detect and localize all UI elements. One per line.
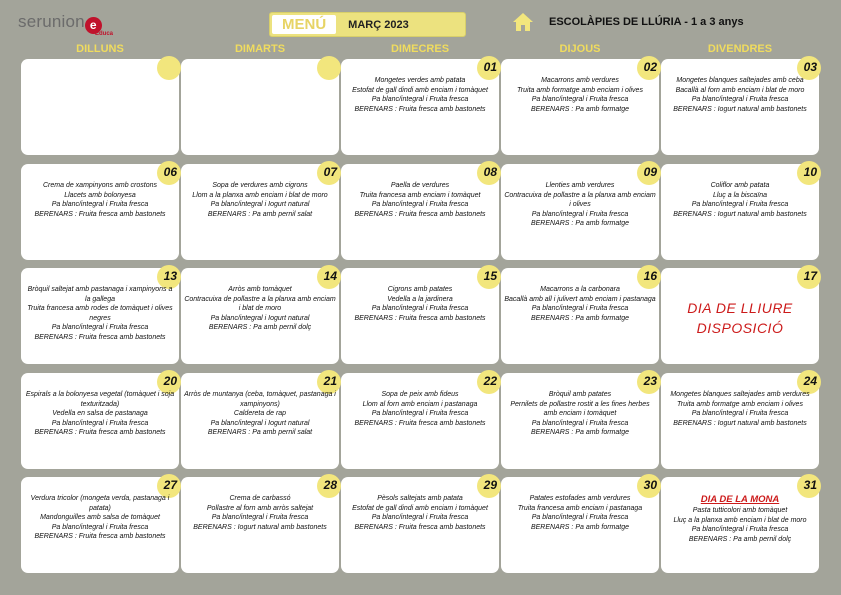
day-number: 09	[643, 165, 657, 179]
day-cell-22	[341, 373, 499, 469]
day-number: 02	[643, 60, 657, 74]
day-cell-24	[661, 373, 819, 469]
menu-line: Cigrons amb patates	[387, 286, 453, 293]
day-menu	[504, 494, 656, 532]
menu-line: BERENARS : Fruita fresca amb bastonets	[354, 314, 486, 322]
menu-line: Pa blanc/integral i Fruita fresca	[691, 410, 789, 417]
menu-line: Llom al forn amb enciam i pastanaga	[362, 400, 478, 408]
day-menu	[504, 181, 656, 229]
menu-line: Bacallà amb all i julivert amb enciam i pastanaga	[504, 295, 656, 303]
weekday-dijous: DIJOUS	[559, 43, 601, 55]
day-cell-31	[661, 477, 819, 573]
menu-line: Contracuixa de pollastre a la planxa amb enciam i blat de moro	[184, 295, 336, 312]
day-number: 28	[323, 478, 337, 492]
day-menu	[24, 181, 176, 219]
day-number: 20	[163, 374, 177, 388]
menu-line: Pa blanc/integral i Fruita fresca	[371, 201, 469, 208]
day-number: 16	[643, 269, 657, 283]
menu-line: Pa blanc/integral i Fruita fresca	[371, 305, 469, 312]
day-number: 08	[483, 165, 497, 179]
menu-line: Pa blanc/integral i Fruita fresca	[211, 514, 309, 521]
menu-line: Pa blanc/integral i Fruita fresca	[51, 523, 149, 531]
menu-line: Pa blanc/integral i Iogurt natural	[210, 201, 310, 208]
day-number: 17	[803, 269, 817, 283]
logo-text: serunion	[18, 12, 85, 31]
menu-line: Crema de xampinyons amb crostons	[43, 182, 157, 189]
day-cell-10	[661, 164, 819, 260]
day-menu	[344, 494, 496, 532]
day-menu	[344, 181, 496, 219]
day-cell-13	[21, 268, 179, 364]
menu-line: BERENARS : Fruita fresca amb bastonets	[354, 210, 486, 218]
day-menu	[184, 285, 336, 333]
menu-line: Pa blanc/integral i Fruita fresca	[531, 305, 629, 312]
menu-line: BERENARS : Fruita fresca amb bastonets	[34, 333, 166, 341]
menu-line: Pa blanc/integral i Fruita fresca	[371, 514, 469, 521]
empty-day-cell	[181, 59, 339, 155]
menu-line: Estofat de gall dindi amb enciam i tomàquet	[352, 504, 488, 512]
day-cell-09	[501, 164, 659, 260]
menu-line: BERENARS : Fruita fresca amb bastonets	[34, 533, 166, 540]
day-badge-circle	[157, 56, 181, 80]
day-number: 23	[643, 374, 657, 388]
menu-line: Pèsols saltejats amb patata	[377, 495, 463, 502]
day-menu	[344, 76, 496, 114]
day-menu	[24, 390, 176, 438]
menu-line: BERENARS : Fruita fresca amb bastonets	[34, 429, 166, 436]
day-menu	[184, 390, 336, 438]
day-menu	[184, 181, 336, 219]
menu-line: Sopa de verdures amb cigrons	[212, 182, 308, 189]
menu-line: BERENARS : Iogurt natural amb bastonets	[673, 105, 807, 113]
day-cell-02	[501, 59, 659, 155]
menu-line: Pa blanc/integral i Fruita fresca	[371, 96, 469, 103]
menu-header	[269, 12, 466, 37]
menu-line: BERENARS : Pa amb formatge	[530, 523, 630, 531]
menu-line: BERENARS : Iogurt natural amb bastonets	[193, 523, 327, 531]
menu-line: BERENARS : Pa amb pernil dolç	[208, 324, 312, 331]
menu-line: Paella de verdures	[390, 182, 450, 189]
day-cell-01	[341, 59, 499, 155]
weekday-dimecres: DIMECRES	[390, 43, 450, 55]
menu-line: Pa blanc/integral i Fruita fresca	[691, 201, 789, 208]
menu-line: Estofat de gall dindi amb enciam i tomàquet	[352, 86, 488, 94]
day-cell-15	[341, 268, 499, 364]
menu-line: Pa blanc/integral i Fruita fresca	[51, 324, 149, 331]
day-cell-29	[341, 477, 499, 573]
day-number: 15	[483, 269, 497, 283]
day-menu	[344, 390, 496, 428]
menu-line: Truita amb formatge amb enciam i olives	[517, 86, 643, 94]
day-cell-14	[181, 268, 339, 364]
day-cell-17	[661, 268, 819, 364]
menu-line: BERENARS : Fruita fresca amb bastonets	[354, 419, 486, 427]
menu-line: Pa blanc/integral i Fruita fresca	[51, 419, 149, 427]
menu-line: Pa blanc/integral i Fruita fresca	[371, 410, 469, 417]
menu-line: Pa blanc/integral i Fruita fresca	[531, 514, 629, 521]
day-cell-27	[21, 477, 179, 573]
menu-title: MENÚ	[272, 15, 336, 34]
menu-line: Crema de carbassó	[229, 495, 291, 502]
menu-line: Macarrons a la carbonara	[540, 286, 620, 293]
day-number: 21	[323, 374, 337, 388]
weekday-dimarts: DIMARTS	[234, 43, 286, 55]
menu-line: Pa blanc/integral i Fruita fresca	[531, 419, 629, 427]
day-badge-circle	[317, 56, 341, 80]
menu-line: BERENARS : Fruita fresca amb bastonets	[354, 105, 486, 113]
menu-line: Lluç a la planxa amb enciam i blat de moro	[673, 516, 807, 524]
menu-line: BERENARS : Fruita fresca amb bastonets	[354, 523, 486, 531]
menu-line: Truita francesa amb enciam i tomàquet	[359, 191, 481, 199]
menu-line: BERENARS : Pa amb pernil salat	[207, 210, 313, 218]
logo-mark-icon: e	[85, 17, 102, 34]
menu-line: Truita amb formatge amb enciam i olives	[677, 400, 803, 408]
menu-line: Verdura tricolor (mongeta verda, pastanaga i patata)	[30, 495, 170, 512]
weekday-divendres: DIVENDRES	[707, 43, 773, 55]
menu-line: Mongetes verdes amb patata	[374, 77, 466, 84]
day-number: 27	[163, 478, 177, 492]
menu-line: BERENARS : Iogurt natural amb bastonets	[673, 419, 807, 427]
day-number: 22	[483, 374, 497, 388]
empty-day-cell	[21, 59, 179, 155]
menu-line: Mongetes blanques saltejades amb ceba	[676, 77, 804, 84]
day-cell-03	[661, 59, 819, 155]
day-number: 13	[163, 269, 177, 283]
day-menu	[344, 285, 496, 323]
menu-line: Patates estofades amb verdures	[529, 495, 631, 502]
menu-line: Truita francesa amb enciam i pastanaga	[517, 504, 643, 512]
day-cell-21	[181, 373, 339, 469]
day-number: 10	[803, 165, 817, 179]
day-number: 24	[803, 374, 817, 388]
menu-line: Llom a la planxa amb enciam i blat de moro	[192, 191, 328, 199]
holiday-label: DIA DE LA MONA	[700, 494, 780, 505]
day-menu	[664, 181, 816, 219]
menu-line: Mongetes blanques saltejades amb verdures	[670, 391, 810, 398]
menu-line: Pa blanc/integral i Iogurt natural	[210, 314, 310, 322]
day-number: 31	[803, 478, 817, 492]
day-menu	[664, 76, 816, 114]
day-number: 07	[323, 165, 337, 179]
day-cell-23	[501, 373, 659, 469]
day-cell-16	[501, 268, 659, 364]
menu-line: Pa blanc/integral i Fruita fresca	[531, 96, 629, 103]
menu-line: Pasta tutticolori amb tomàquet	[692, 507, 788, 514]
menu-line: Arròs amb tomàquet	[228, 286, 292, 293]
menu-line: Lluç a la biscaïna	[712, 191, 768, 199]
menu-line: BERENARS : Pa amb formatge	[530, 314, 630, 322]
menu-line: BERENARS : Pa amb formatge	[530, 429, 630, 436]
day-cell-08	[341, 164, 499, 260]
menu-line: Pa blanc/integral i Iogurt natural	[210, 419, 310, 427]
menu-line: Bròquil saltejat amb pastanaga i xampinyons a la gallega	[27, 286, 173, 303]
menu-line: Pa blanc/integral i Fruita fresca	[691, 96, 789, 103]
menu-line: Llenties amb verdures	[545, 182, 615, 189]
day-menu	[664, 494, 816, 544]
school-name: ESCOLÀPIES DE LLÚRIA - 1 a 3 anys	[549, 16, 744, 28]
menu-line: Espirals a la bolonyesa vegetal (tomàquet i soja texturitzada)	[25, 391, 175, 408]
day-cell-28	[181, 477, 339, 573]
menu-line: Coliflor amb patata	[710, 182, 770, 189]
menu-line: Vedella a la jardinera	[387, 295, 453, 303]
day-number: 14	[323, 269, 337, 283]
day-menu	[504, 285, 656, 323]
menu-line: BERENARS : Iogurt natural amb bastonets	[673, 210, 807, 218]
menu-line: Arròs de muntanya (ceba, tomàquet, pastanaga i xampinyons)	[184, 391, 336, 408]
menu-line: Mandonguilles amb salsa de tomàquet	[40, 514, 160, 521]
menu-line: Pa blanc/integral i Fruita fresca	[51, 201, 149, 208]
special-day-label: DIA DE LLIURE DISPOSICIÓ	[687, 300, 793, 336]
day-cell-30	[501, 477, 659, 573]
menu-line: Sopa de peix amb fideus	[381, 391, 459, 398]
menu-line: BERENARS : Pa amb pernil dolç	[688, 535, 792, 543]
day-menu	[24, 285, 176, 342]
day-menu	[504, 390, 656, 438]
menu-month: MARÇ 2023	[348, 18, 409, 31]
logo-subtitle: Educa	[95, 31, 114, 37]
menu-line: BERENARS : Pa amb formatge	[530, 105, 630, 113]
menu-line: BERENARS : Pa amb formatge	[530, 220, 630, 227]
menu-line: Vedella en salsa de pastanaga	[52, 410, 148, 417]
home-icon	[512, 12, 534, 32]
day-menu	[664, 390, 816, 428]
menu-line: Contracuixa de pollastre a la planxa amb enciam i olives	[504, 191, 656, 208]
day-number: 03	[803, 60, 817, 74]
serunion-logo	[18, 12, 102, 34]
menu-line: Bròquil amb patates	[548, 391, 612, 398]
menu-line: Pa blanc/integral i Fruita fresca	[531, 210, 629, 218]
weekday-dilluns: DILLUNS	[76, 43, 124, 55]
day-number: 06	[163, 165, 177, 179]
day-menu	[184, 494, 336, 532]
menu-line: Pollastre al forn amb arròs saltejat	[206, 504, 314, 512]
menu-line: Caldereta de rap	[233, 410, 287, 417]
day-number: 29	[483, 478, 497, 492]
menu-line: Bacallà al forn amb enciam i blat de moro	[675, 86, 805, 94]
menu-line: BERENARS : Fruita fresca amb bastonets	[34, 210, 166, 218]
day-number: 01	[483, 60, 497, 74]
day-cell-06	[21, 164, 179, 260]
menu-line: Pernilets de pollastre rostit a les fines herbes amb enciam i tomàquet	[510, 400, 650, 417]
menu-line: Truita francesa amb rodes de tomàquet i olives negres	[27, 305, 173, 322]
menu-line: Llacets amb bolonyesa	[64, 191, 136, 199]
menu-line: Macarrons amb verdures	[541, 77, 619, 84]
menu-line: Pa blanc/integral i Fruita fresca	[691, 526, 789, 533]
day-menu	[504, 76, 656, 114]
day-number: 30	[643, 478, 657, 492]
day-menu	[24, 494, 176, 542]
day-cell-20	[21, 373, 179, 469]
day-cell-07	[181, 164, 339, 260]
menu-line: BERENARS : Pa amb pernil salat	[207, 429, 313, 436]
